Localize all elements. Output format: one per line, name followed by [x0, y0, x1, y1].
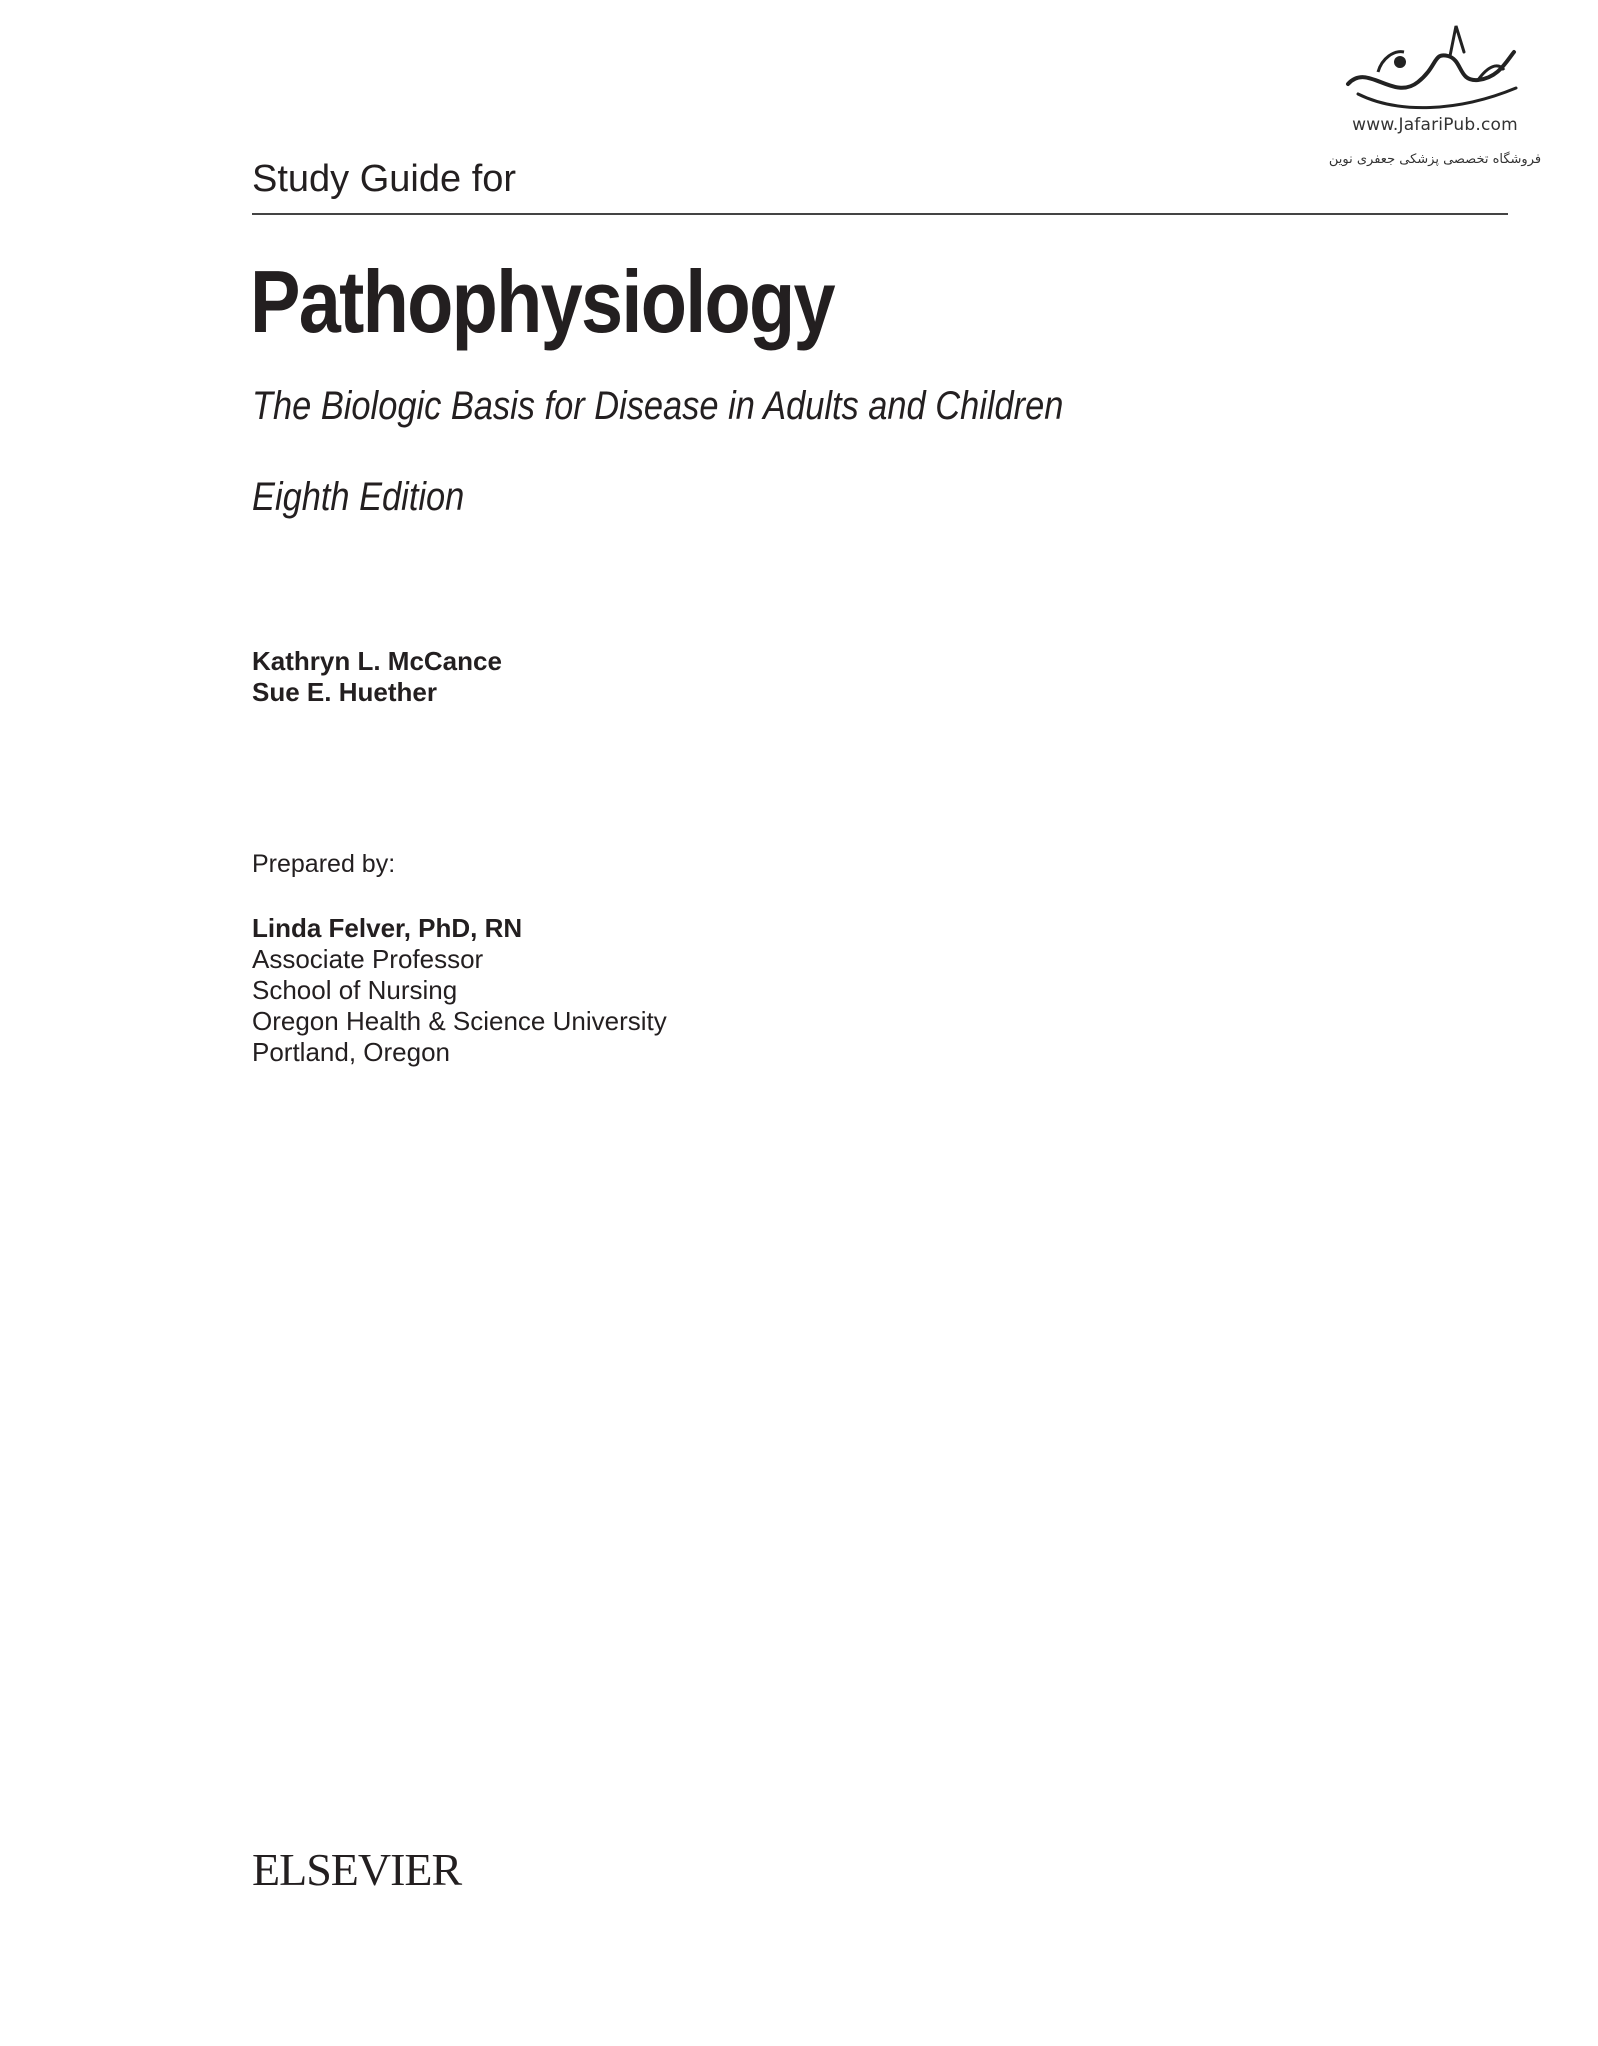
author-name: Kathryn L. McCance	[252, 646, 502, 676]
watermark-url: www.JafariPub.com	[1352, 115, 1518, 135]
header-rule	[252, 213, 1508, 215]
preparer-university: Oregon Health & Science University	[252, 1006, 667, 1036]
prepared-by-label: Prepared by:	[252, 850, 396, 878]
preparer-block	[252, 913, 667, 1068]
preparer-title: Associate Professor	[252, 944, 484, 974]
book-title: Pathophysiology	[250, 252, 834, 351]
author-list	[252, 646, 502, 708]
book-subtitle: The Biologic Basis for Disease in Adults and Children	[252, 384, 1064, 428]
preparer-school: School of Nursing	[252, 975, 458, 1005]
bookstore-logo-icon	[1338, 22, 1528, 114]
preparer-location: Portland, Oregon	[252, 1037, 451, 1067]
series-label: Study Guide for	[252, 158, 517, 200]
publisher-logo: ELSEVIER	[252, 1844, 462, 1895]
preparer-name: Linda Felver, PhD, RN	[252, 913, 523, 943]
author-name: Sue E. Huether	[252, 677, 437, 707]
watermark	[1300, 22, 1570, 182]
edition-label: Eighth Edition	[252, 475, 465, 519]
watermark-persian-text: فروشگاه تخصصی پزشکی جعفری نوین	[1328, 152, 1542, 167]
